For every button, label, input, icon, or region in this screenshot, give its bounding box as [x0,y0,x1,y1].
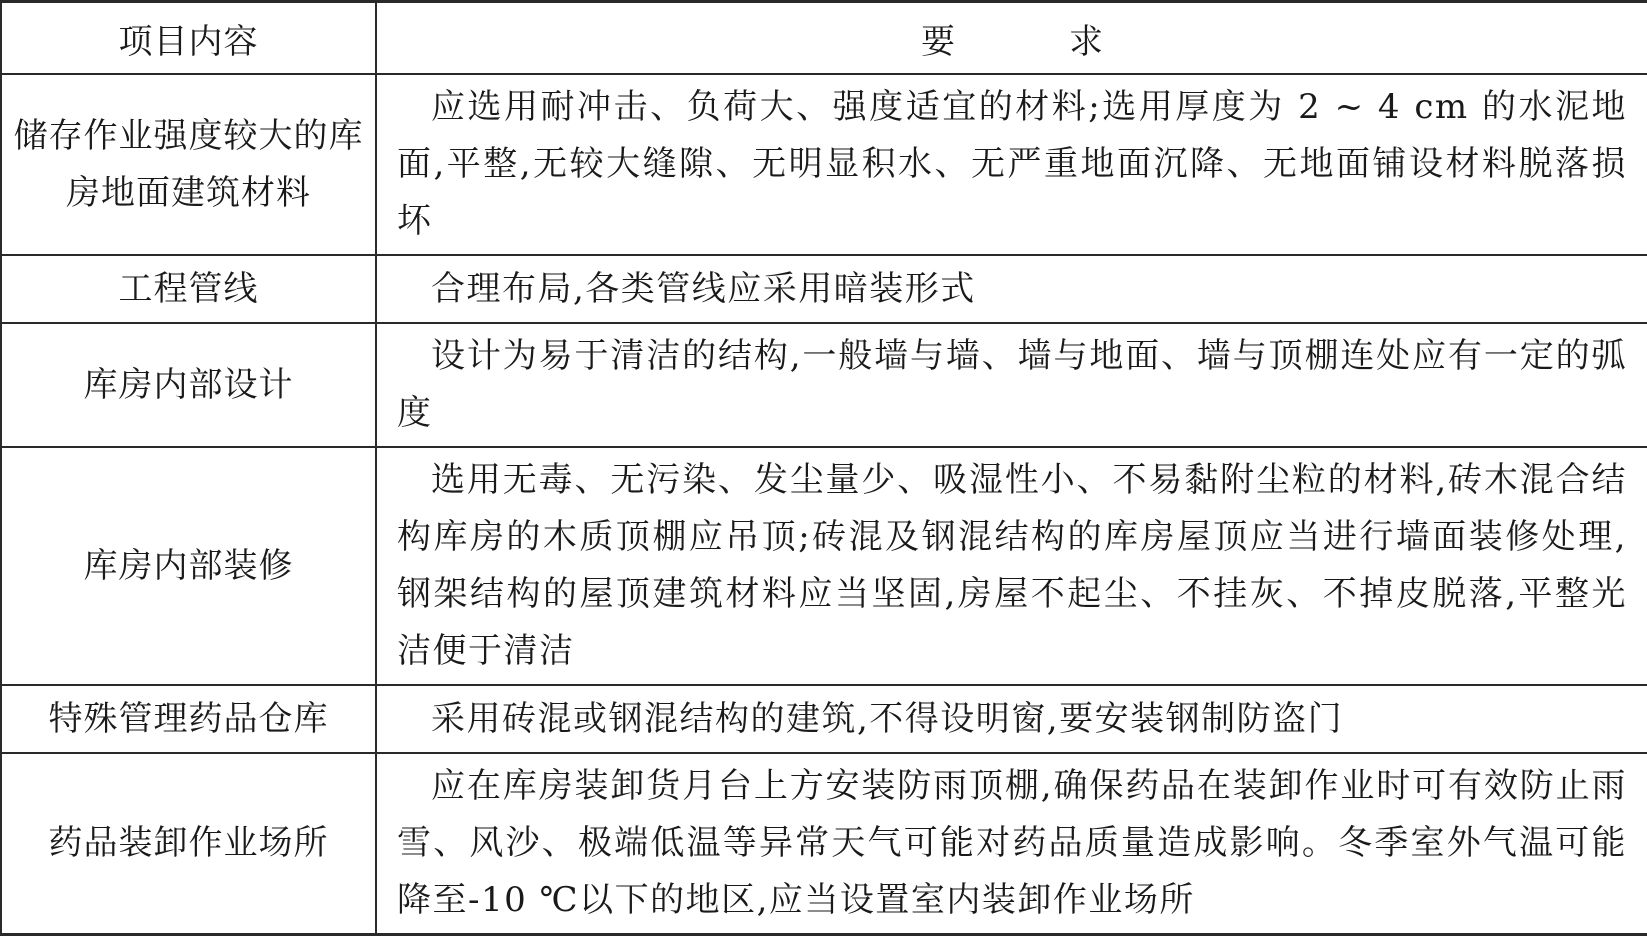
requirement-cell: 选用无毒、无污染、发尘量少、吸湿性小、不易黏附尘粒的材料,砖木混合结构库房的木质顶棚应吊顶;砖混及钢混结构的库房屋顶应当进行墙面装修处理,钢架结构的屋顶建筑材料应当坚固,房屋不起尘、不挂灰、不掉皮脱落,平整光洁便于清洁 [376,447,1647,685]
table-row [1,447,1647,685]
item-cell: 特殊管理药品仓库 [1,685,376,753]
item-cell: 库房内部设计 [1,323,376,447]
table-header-row [1,2,1647,75]
item-cell: 工程管线 [1,255,376,323]
requirement-cell: 采用砖混或钢混结构的建筑,不得设明窗,要安装钢制防盗门 [376,685,1647,753]
table-row [1,753,1647,935]
requirement-cell: 设计为易于清洁的结构,一般墙与墙、墙与地面、墙与顶棚连处应有一定的弧度 [376,323,1647,447]
item-cell: 储存作业强度较大的库房地面建筑材料 [1,74,376,255]
requirement-cell: 合理布局,各类管线应采用暗装形式 [376,255,1647,323]
column-header-requirement: 要 求 [376,2,1647,75]
item-cell: 药品装卸作业场所 [1,753,376,935]
requirement-cell: 应在库房装卸货月台上方安装防雨顶棚,确保药品在装卸作业时可有效防止雨雪、风沙、极端低温等异常天气可能对药品质量造成影响。冬季室外气温可能降至-10 ℃以下的地区,应当设置室内装卸作业场所 [376,753,1647,935]
column-header-item: 项目内容 [1,2,376,75]
table-row [1,323,1647,447]
table-row [1,74,1647,255]
table-row [1,685,1647,753]
requirement-cell: 应选用耐冲击、负荷大、强度适宜的材料;选用厚度为 2 ~ 4 cm 的水泥地面,平整,无较大缝隙、无明显积水、无严重地面沉降、无地面铺设材料脱落损坏 [376,74,1647,255]
table-row [1,255,1647,323]
item-cell: 库房内部装修 [1,447,376,685]
